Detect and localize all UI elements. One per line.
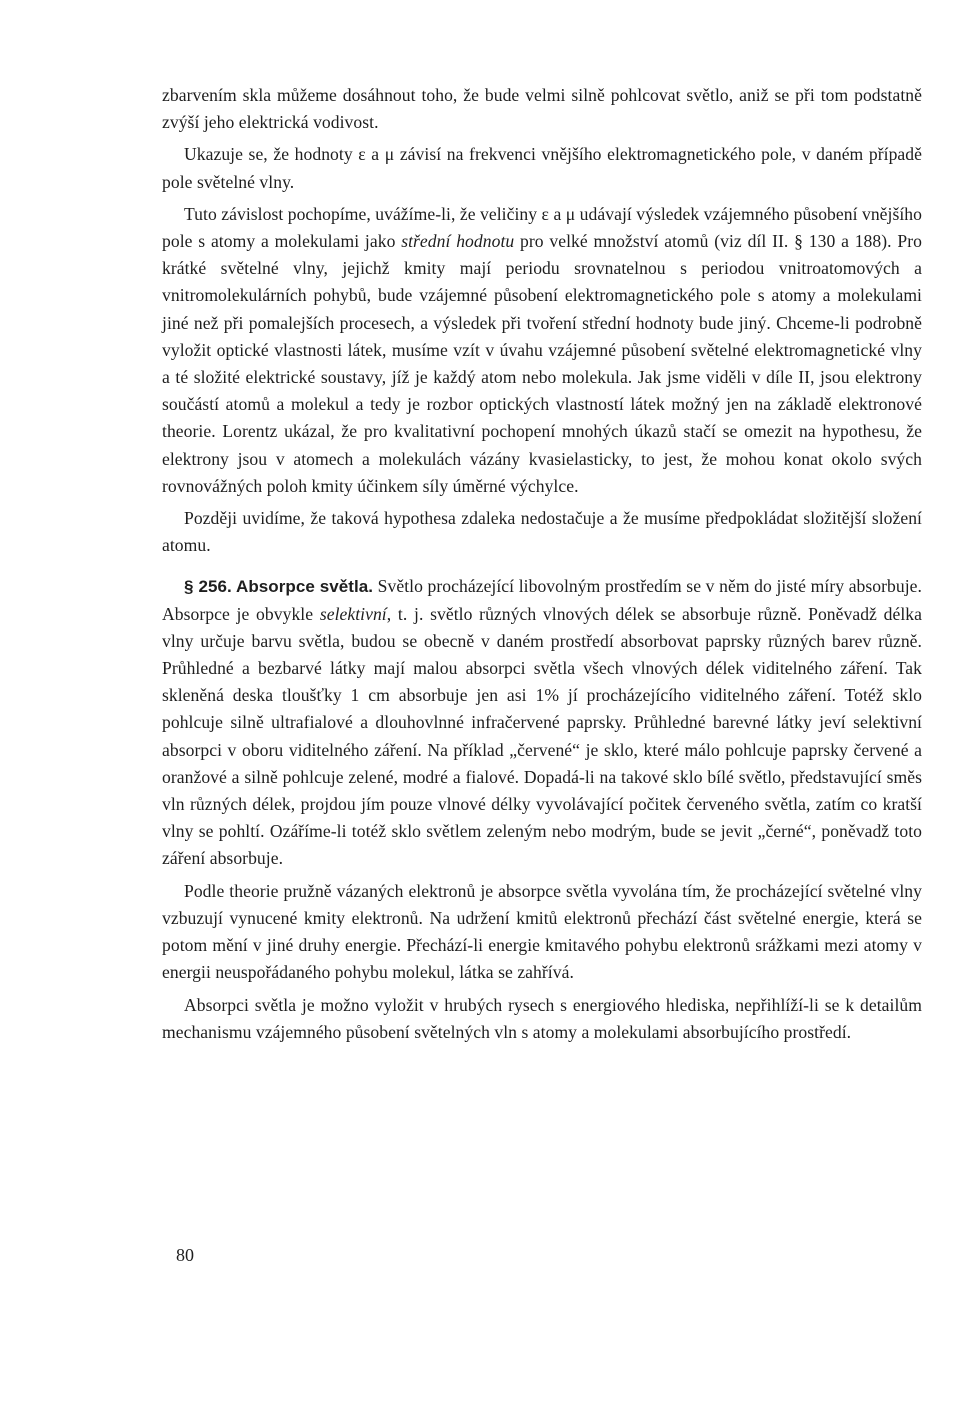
paragraph — [162, 201, 922, 500]
section-heading: § 256. Absorpce světla. — [184, 577, 374, 597]
paragraph — [162, 992, 922, 1046]
paragraph-text: Ukazuje se, že hodnoty ε a μ závisí na frekvenci vnějšího elektromagnetického pole, v daném případě pole světelné vlny. — [162, 144, 922, 192]
paragraph-continuation — [162, 82, 922, 136]
emphasis-text: selektivní — [319, 603, 387, 624]
paragraph-text: Tuto závislost pochopíme, uvážíme-li, že veličiny ε a μ udávají výsledek vzájemného působení vnějšího pole s atomy a molekulami jako — [162, 203, 922, 252]
paragraph-text: Světlo procházející libovolným prostředím se v něm do jisté míry absorbuje. Absorpce je obvykle — [162, 576, 922, 624]
page-body — [162, 82, 922, 1051]
paragraph — [162, 141, 922, 195]
paragraph — [162, 878, 922, 987]
paragraph-text: zbarvením skla můžeme dosáhnout toho, že bude velmi silně pohlcovat světlo, aniž se při tom podstatně zvýší jeho elektrická vodivost. — [162, 85, 922, 133]
paragraph-text: Absorpci světla je možno vyložit v hrubých rysech s energiového hlediska, nepřihlíží-li se k detailům mechanismu vzájemného působení světelných vln s atomy a molekulami absorbujícího prostředí. — [162, 994, 922, 1042]
emphasis-text: střední hodnotu — [401, 231, 515, 252]
paragraph-text: Později uvidíme, že taková hypothesa zdaleka nedostačuje a že musíme předpokládat složitější složení atomu. — [162, 508, 922, 556]
paragraph — [162, 505, 922, 559]
paragraph-text: pro velké množství atomů (viz díl II. § 130 a 188). Pro krátké světelné vlny, jejichž kmity mají periodu srovnatelnou s periodou vnitroatomových a vnitromolekulárních pohybů, bude vzájemné působení elektromagnetického pole s atomy a molekulami jiné než při pomalejších procesech, a výsledek při tvoření střední hodnoty bude jiný. Chceme-li podrobně vyložit optické vlastnosti látek, musíme vzít v úvahu vzájemné působení světelné elektromagnetické vlny a té složité elektrické soustavy, jíž je každý atom nebo molekula. Jak jsme viděli v díle II, jsou elektrony součástí atomů a molekul a tedy je rozbor optických vlastností látek možný jen na základě elektronové theorie. Lorentz ukázal, že pro kvalitativní pochopení mnohých úkazů stačí se omezit na hypothesu, že elektrony jsou v atomech a molekulách vázány kvasielasticky, to jest, že mohou konat okolo svých rovnovážných poloh kmity účinkem síly úměrné výchylce. — [162, 231, 922, 496]
page-number: 80 — [176, 1245, 194, 1265]
paragraph-text: , t. j. světlo různých vlnových délek se absorbuje různě. Poněvadž délka vlny určuje barvu světla, budou se obecně v daném prostředí absorbovat paprsky různých barev různě. Průhledné a bezbarvé látky mají malou absorpci světla všech vlnových délek viditelného záření. Tak skleněná deska tloušťky 1 cm absorbuje jen asi 1% jí procházejícího viditelného záření. Totéž sklo pohlcuje silně ultrafialové a dlouhovlnné infračervené paprsky. Průhledné barevné látky jeví selektivní absorpci v oboru viditelného záření. Na příklad „červené“ je sklo, které málo pohlcuje paprsky červené a oranžové a silně pohlcuje zelené, modré a fialové. Dopadá-li na takové sklo bílé světlo, představující směs vln různých délek, projdou jím pouze vlnové délky vyvolávající počitek červeného světla, zatím co kratší vlny se pohltí. Ozáříme-li totéž sklo světlem zeleným nebo modrým, bude se jevit „černé“, poněvadž toto záření absorbuje. — [162, 603, 922, 869]
section-paragraph — [162, 573, 922, 872]
paragraph-text: Podle theorie pružně vázaných elektronů je absorpce světla vyvolána tím, že procházející světelné vlny vzbuzují vynucené kmity elektronů. Na udržení kmitů elektronů přechází část světelné energie, která se potom mění v jiné druhy energie. Přechází-li energie kmitavého pohybu elektronů srážkami mezi atomy v energii neuspořádaného pohybu molekul, látka se zahřívá. — [162, 880, 922, 983]
